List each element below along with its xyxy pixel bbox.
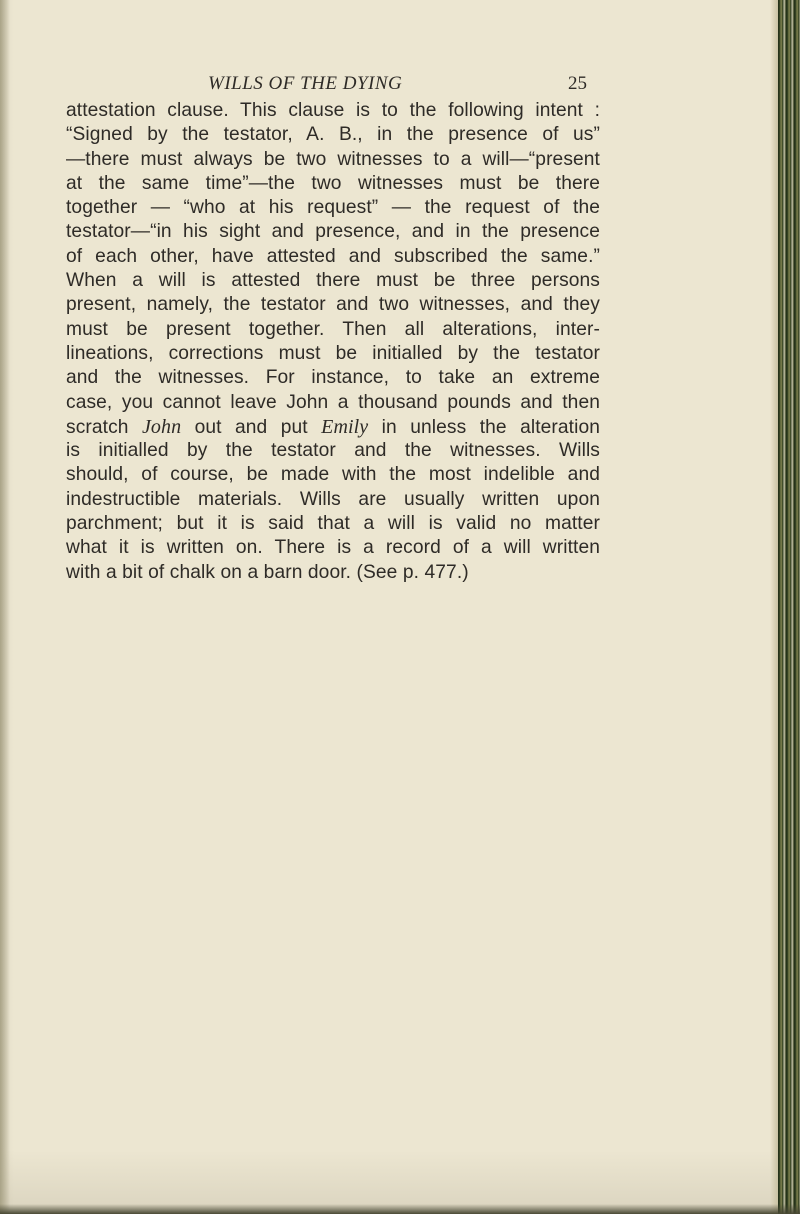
text-line: should, of course, be made with the most indelible and — [66, 464, 600, 486]
text-line: —there must always be two witnesses to a will—“present — [66, 148, 600, 170]
italic-name-emily: Emily — [321, 415, 369, 438]
text-line: case, you cannot leave John a thousand pounds and then — [66, 391, 600, 413]
text-line: and the witnesses. For instance, to take an extreme — [66, 367, 600, 389]
text-line: is initialled by the testator and the witnesses. Wills — [66, 440, 600, 462]
text-line: what it is written on. There is a record of a will written — [66, 537, 600, 559]
text-line: attestation clause. This clause is to the following intent : — [66, 100, 600, 121]
text-line: of each other, have attested and subscribed the same.” — [66, 245, 600, 267]
text-line: testator—“in his sight and presence, and in the presence — [66, 221, 600, 243]
page-edge-shade — [770, 0, 778, 1214]
text-line: at the same time”—the two witnesses must be there — [66, 172, 600, 194]
text-line: indestructible materials. Wills are usually written upon — [66, 488, 600, 510]
text-line: When a will is attested there must be three persons — [66, 270, 600, 292]
text-line: present, namely, the testator and two witnesses, and they — [66, 294, 600, 316]
running-head — [0, 73, 780, 99]
text-line: lineations, corrections must be initialled by the testator — [66, 342, 600, 364]
book-cover-edge — [778, 0, 800, 1214]
text-line: together — “who at his request” — the request of the — [66, 197, 600, 219]
running-head-title: WILLS OF THE DYING — [208, 73, 403, 94]
text-line: “Signed by the testator, A. B., in the presence of us” — [66, 124, 600, 146]
body-paragraph — [66, 99, 600, 585]
text-line: with a bit of chalk on a barn door. (See p. 477.) — [66, 561, 469, 583]
text-line: scratch John out and put Emily in unless the alteration — [66, 415, 601, 438]
page-bottom-edge — [0, 1204, 800, 1214]
page-number: 25 — [568, 73, 587, 94]
italic-name-john: John — [141, 415, 182, 438]
text-line: must be present together. Then all alterations, inter- — [66, 318, 600, 340]
page-gutter-shadow — [0, 0, 10, 1214]
text-line: parchment; but it is said that a will is valid no matter — [66, 513, 600, 535]
